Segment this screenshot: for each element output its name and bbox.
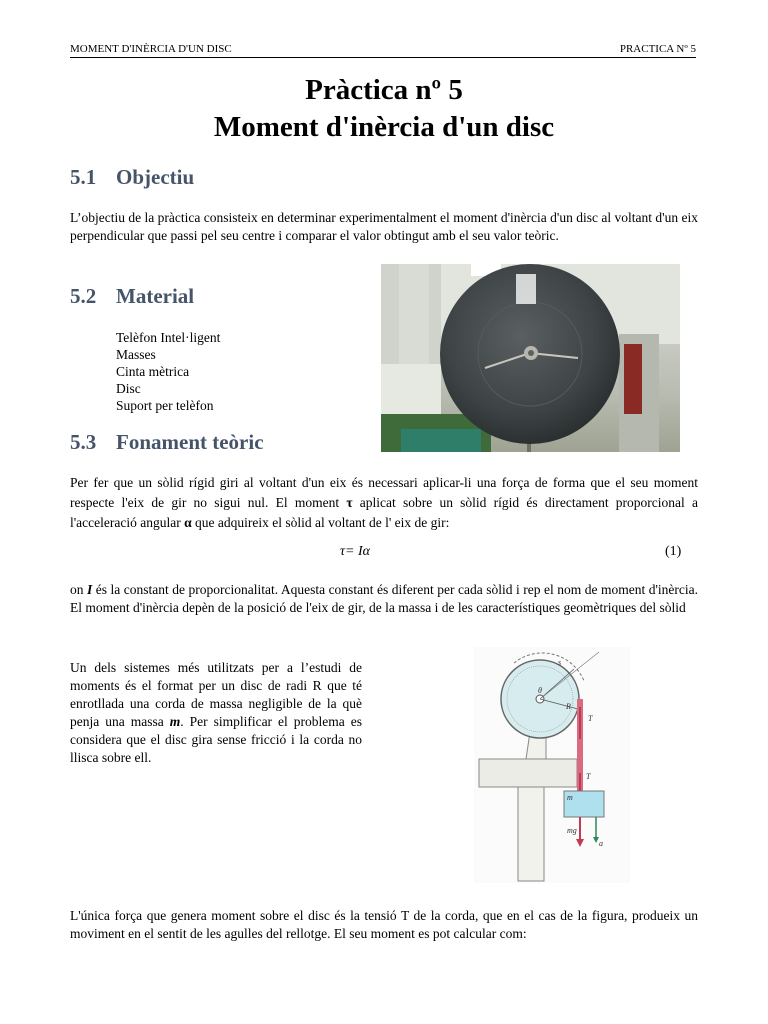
theory-paragraph-1 [70, 473, 698, 533]
text-run: . Per simplificar el problema es considera que el disc gira sense fricció i la corda no llisca sobre ell. [70, 714, 363, 765]
section-heading-fonament [70, 430, 264, 455]
header-left: MOMENT D'INÈRCIA D'UN DISC [70, 43, 232, 55]
section-title: Objectiu [116, 165, 195, 189]
mass-symbol: m [169, 714, 181, 729]
label-weight: mg [567, 826, 577, 835]
disc-pulley-svg [474, 647, 630, 883]
list-item: Telèfon Intel·ligent [116, 330, 221, 345]
formula-number: (1) [665, 544, 682, 559]
list-item: Masses [116, 347, 156, 362]
list-item: Suport per telèfon [116, 398, 214, 413]
page-header [70, 43, 696, 58]
disc-pulley-diagram [474, 647, 630, 883]
header-right: PRACTICA Nº 5 [619, 43, 696, 55]
text-run: on [70, 582, 87, 597]
section-title: Fonament teòric [116, 430, 264, 454]
formula-expression: τ= Iα [340, 544, 370, 559]
disc-photo-illustration [381, 264, 680, 452]
theory-paragraph-2 [70, 581, 698, 617]
section-number: 5.2 [70, 284, 97, 308]
section-number: 5.1 [70, 165, 97, 189]
theory-paragraph-4: L'única força que genera moment sobre el disc és la tensió T de la corda, que en el cas de la figura, produeix un moviment en el sentit de les agulles del rellotge. El seu moment es pot calcular com: [70, 908, 698, 941]
text-run: aplicat sobre un sòlid rígid és directament proporcional a l'acceleració angular [70, 495, 698, 530]
section-heading-objectiu [70, 165, 194, 190]
text-run: que adquireix el sòlid al voltant de l' eix de gir: [191, 515, 450, 530]
text-run: és la constant de proporcionalitat. Aquesta constant és diferent per cada sòlid i rep el nom de moment d'inèrcia. El moment d'inèrcia depèn de la posició de l'eix de gir, de la massa i de les característiques geomètriques del sòlid [70, 582, 698, 615]
section-number: 5.3 [70, 430, 97, 454]
text-run: Un dels sistemes més utilitzats per a l’estudi de moments és el format per un disc de radi R que té enrotllada una corda de massa negligible de la què penja una massa [70, 660, 362, 729]
objective-paragraph: L’objectiu de la pràctica consisteix en determinar experimentalment el moment d'inèrcia d'un disc al voltant d'un eix perpendicular que passi pel seu centre i comparar el valor obtingut amb el seu valor teòric. [70, 210, 698, 243]
section-title: Material [116, 284, 195, 308]
alpha-symbol: α [184, 515, 192, 530]
label-acceleration: a [599, 839, 603, 848]
page-title-line2: Moment d'inèrcia d'un disc [213, 111, 555, 143]
disc-photo [381, 264, 680, 452]
label-radius: R [566, 702, 571, 711]
tau-symbol: τ [346, 495, 353, 510]
list-item: Disc [116, 381, 141, 396]
page-title-line1: Pràctica nº 5 [305, 74, 463, 106]
label-tension-bottom: T [586, 772, 591, 781]
section-heading-material [70, 284, 194, 309]
inertia-symbol: I [87, 582, 93, 597]
material-list [116, 329, 220, 414]
theory-paragraph-3 [70, 659, 362, 767]
label-arc-length: s [558, 658, 562, 667]
label-mass: m [567, 793, 573, 802]
label-tension-top: T [588, 714, 593, 723]
list-item: Cinta mètrica [116, 364, 190, 379]
label-theta: θ [538, 686, 542, 695]
text-run: Per fer que un sòlid rígid giri al voltant d'un eix és necessari aplicar-li una força de forma que el seu moment respecte l'eix de gir no sigui nul. El moment [70, 475, 698, 510]
